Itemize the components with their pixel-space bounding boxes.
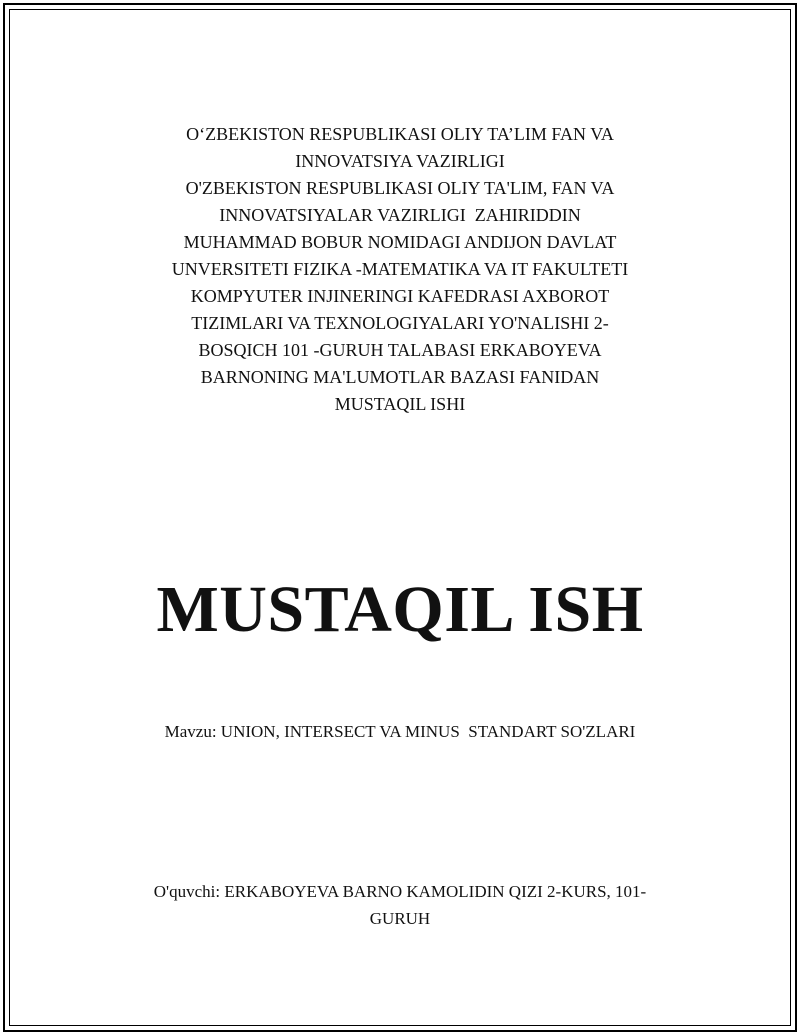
header-line: MUSTAQIL ISHI	[334, 394, 466, 414]
document-title: MUSTAQIL ISH	[156, 573, 644, 646]
header-line: TIZIMLARI VA TEXNOLOGIYALARI YO'NALISHI 2-	[191, 313, 609, 333]
header-line: UNVERSITETI FIZIKA -MATEMATIKA VA IT FAKULTETI	[171, 259, 629, 279]
topic-line: Mavzu: UNION, INTERSECT VA MINUS STANDART SO'ZLARI	[164, 722, 636, 741]
header-line: INNOVATSIYA VAZIRLIGI	[295, 151, 505, 171]
header-line: O'ZBEKISTON RESPUBLIKASI OLIY TA'LIM, FAN VA	[185, 178, 615, 198]
header-line: KOMPYUTER INJINERINGI KAFEDRASI AXBOROT	[190, 286, 610, 306]
header-line: O‘ZBEKISTON RESPUBLIKASI OLIY TA’LIM FAN VA	[186, 124, 614, 144]
student-info	[100, 878, 700, 932]
student-line: GURUH	[369, 909, 431, 928]
institution-header	[100, 121, 700, 418]
student-line: O'quvchi: ERKABOYEVA BARNO KAMOLIDIN QIZI 2-KURS, 101-	[153, 882, 647, 901]
header-line: INNOVATSIYALAR VAZIRLIGI ZAHIRIDDIN	[219, 205, 581, 225]
header-line: BOSQICH 101 -GURUH TALABASI ERKABOYEVA	[198, 340, 602, 360]
header-line: BARNONING MA'LUMOTLAR BAZASI FANIDAN	[200, 367, 600, 387]
header-line: MUHAMMAD BOBUR NOMIDAGI ANDIJON DAVLAT	[183, 232, 617, 252]
